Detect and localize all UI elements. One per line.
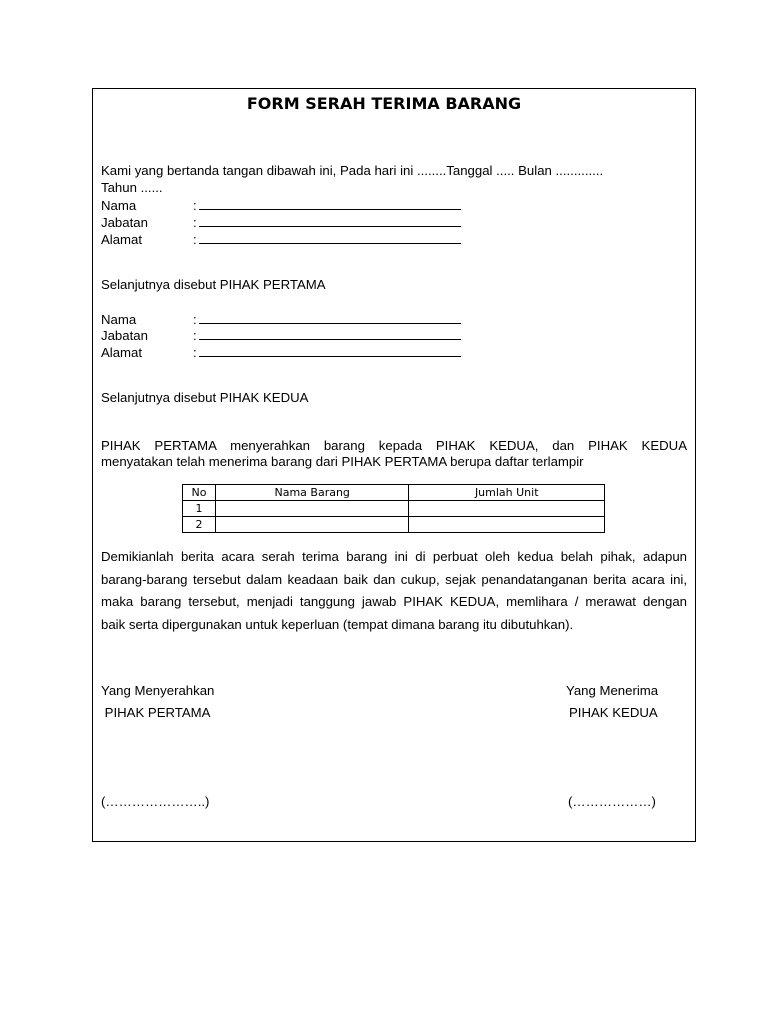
cell-no: 1 [183, 501, 216, 517]
field-nama-2 [101, 311, 461, 328]
field-jabatan-2 [101, 327, 461, 344]
signature-right-blank[interactable]: (………………) [568, 794, 656, 809]
field-label: Jabatan [101, 328, 148, 343]
field-nama-1 [101, 197, 461, 214]
statement-line-2: menyatakan telah menerima barang dari PIHAK PERTAMA berupa daftar terlampir [101, 454, 584, 469]
cell-jumlah-unit[interactable] [409, 517, 605, 533]
closing-line-1: Demikianlah berita acara serah terima barang ini di perbuat oleh kedua belah pihak, adapun [101, 549, 687, 564]
closing-paragraph [101, 546, 687, 636]
field-colon: : [193, 345, 197, 360]
items-table [182, 484, 605, 533]
table-header-row [183, 485, 605, 501]
field-colon: : [193, 232, 197, 247]
alamat-input-line-1[interactable] [199, 231, 461, 244]
intro-line-2: Tahun ...... [101, 180, 163, 195]
field-colon: : [193, 312, 197, 327]
pihak-pertama-label: Selanjutnya disebut PIHAK PERTAMA [101, 277, 326, 292]
closing-line-4: baik serta dipergunakan untuk keperluan (tempat dimana barang itu dibutuhkan). [101, 616, 574, 632]
form-title: FORM SERAH TERIMA BARANG [246, 94, 522, 113]
statement-line-1: PIHAK PERTAMA menyerahkan barang kepada PIHAK KEDUA, dan PIHAK KEDUA [101, 438, 687, 453]
cell-nama-barang[interactable] [215, 501, 409, 517]
jabatan-input-line-2[interactable] [199, 327, 461, 340]
intro-line-1: Kami yang bertanda tangan dibawah ini, Pada hari ini ........Tanggal ..... Bulan ............. [101, 163, 604, 178]
cell-jumlah-unit[interactable] [409, 501, 605, 517]
jabatan-input-line-1[interactable] [199, 214, 461, 227]
table-row [183, 517, 605, 533]
signature-left-party: PIHAK PERTAMA [101, 705, 211, 720]
field-label: Nama [101, 198, 137, 213]
nama-input-line-1[interactable] [199, 197, 461, 210]
table-row [183, 501, 605, 517]
nama-input-line-2[interactable] [199, 311, 461, 324]
field-label: Nama [101, 312, 137, 327]
field-colon: : [193, 215, 197, 230]
closing-line-2: barang-barang tersebut dalam keadaan baik dan cukup, sejak penandatanganan berita acara ini, [101, 571, 687, 587]
statement-paragraph [101, 438, 687, 470]
cell-nama-barang[interactable] [215, 517, 409, 533]
column-header-jumlah-unit: Jumlah Unit [409, 485, 605, 501]
field-jabatan-1 [101, 214, 461, 231]
signature-right-party: PIHAK KEDUA [569, 705, 658, 720]
closing-line-3: maka barang tersebut, menjadi tanggung jawab PIHAK KEDUA, memlihara / merawat dengan [101, 594, 687, 609]
column-header-nama-barang: Nama Barang [215, 485, 409, 501]
field-label: Alamat [101, 345, 143, 360]
field-label: Alamat [101, 232, 143, 247]
field-alamat-1 [101, 231, 461, 248]
signature-right-role: Yang Menerima [566, 683, 659, 698]
signature-left-role: Yang Menyerahkan [101, 683, 215, 698]
field-colon: : [193, 328, 197, 343]
field-alamat-2 [101, 344, 461, 361]
column-header-no: No [183, 485, 216, 501]
cell-no: 2 [183, 517, 216, 533]
field-label: Jabatan [101, 215, 148, 230]
alamat-input-line-2[interactable] [199, 344, 461, 357]
pihak-kedua-label: Selanjutnya disebut PIHAK KEDUA [101, 390, 309, 405]
signature-left-blank[interactable]: (…………………..) [101, 794, 210, 809]
field-colon: : [193, 198, 197, 213]
